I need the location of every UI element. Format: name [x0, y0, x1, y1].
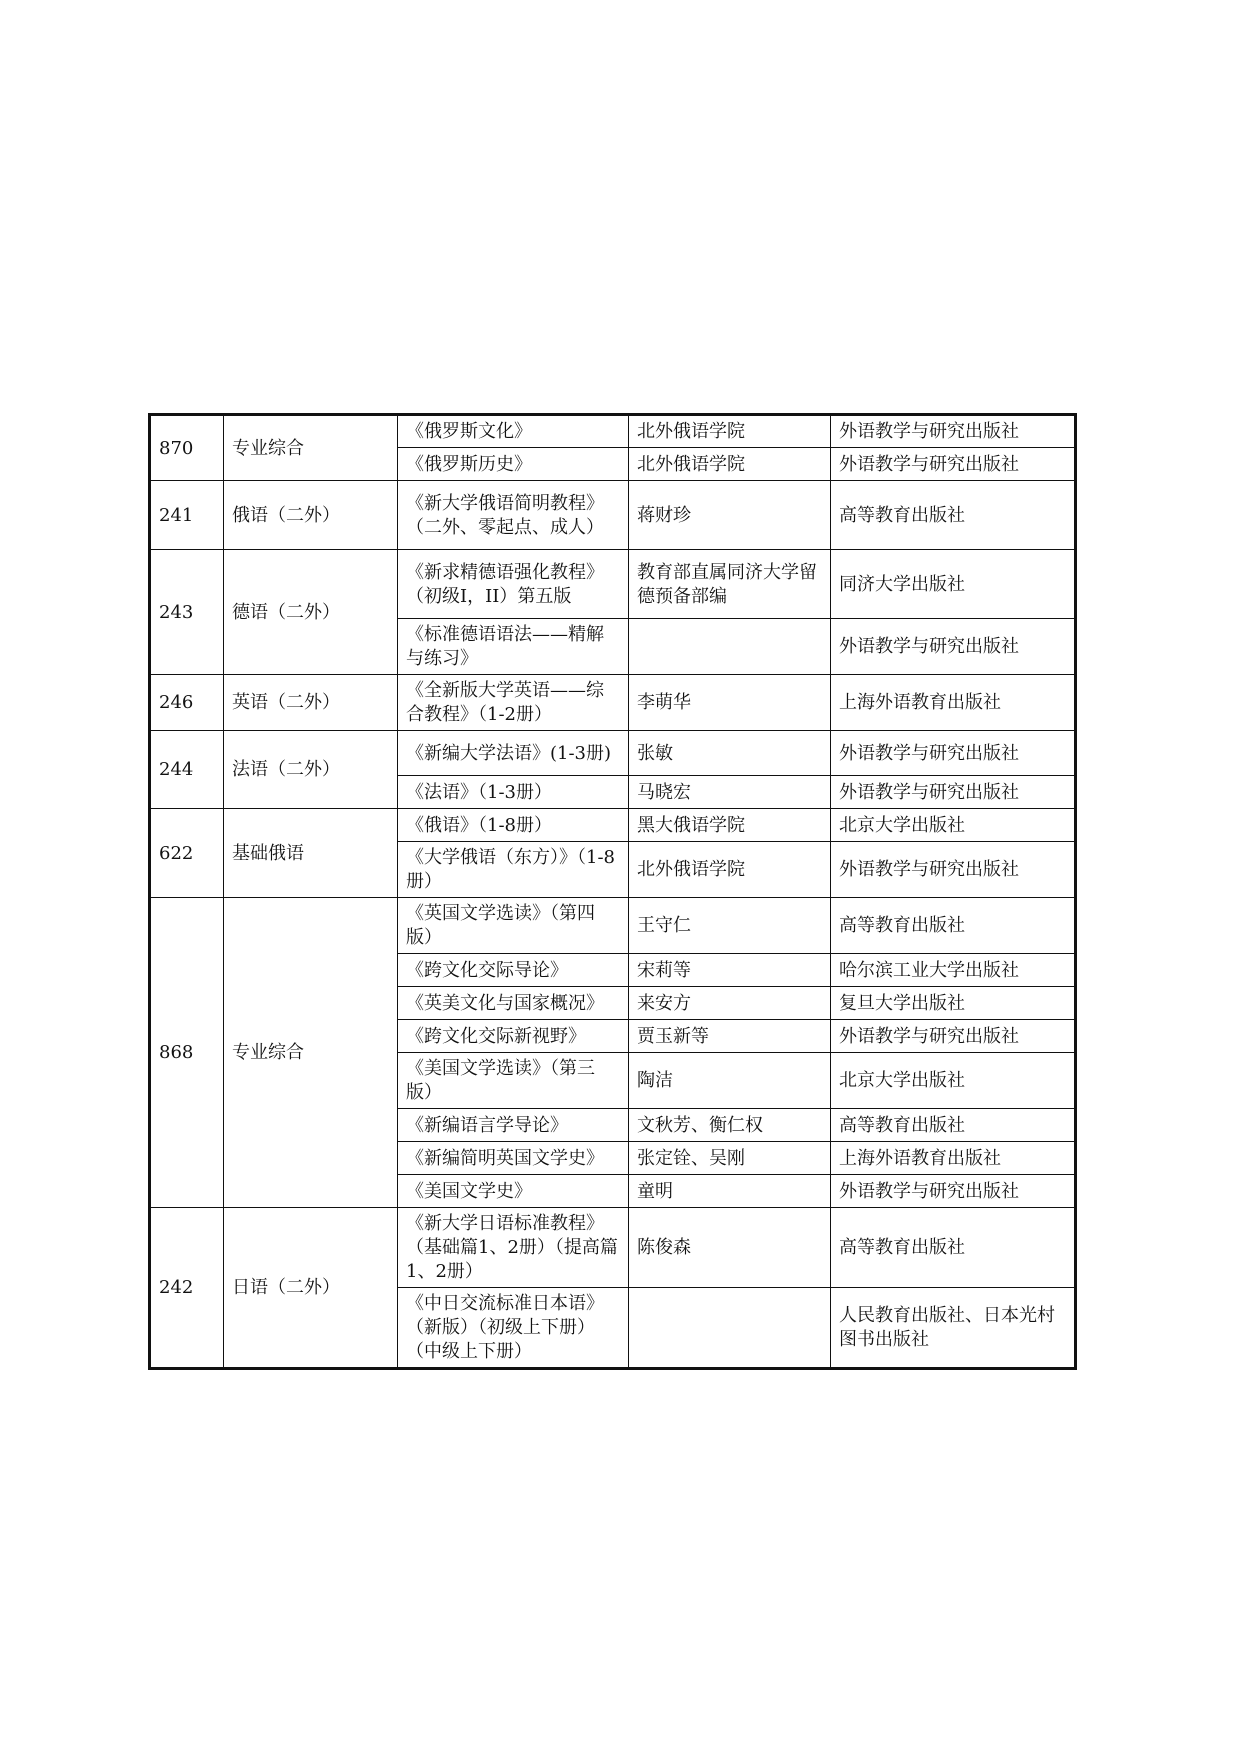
book-title-cell: 《新编语言学导论》 — [398, 1109, 629, 1142]
book-publisher-cell: 北京大学出版社 — [831, 1053, 1076, 1109]
book-title-cell: 《俄罗斯历史》 — [398, 448, 629, 481]
book-publisher-cell: 外语教学与研究出版社 — [831, 1175, 1076, 1208]
book-author-cell: 北外俄语学院 — [629, 415, 831, 448]
book-author-cell: 文秋芳、衡仁权 — [629, 1109, 831, 1142]
book-publisher-cell: 高等教育出版社 — [831, 1109, 1076, 1142]
book-author-cell: 陈俊森 — [629, 1208, 831, 1288]
book-title-cell: 《跨文化交际导论》 — [398, 954, 629, 987]
book-author-cell: 童明 — [629, 1175, 831, 1208]
book-publisher-cell: 复旦大学出版社 — [831, 987, 1076, 1020]
book-title-cell: 《英国文学选读》（第四版） — [398, 898, 629, 954]
table-body — [150, 415, 1076, 1369]
book-publisher-cell: 人民教育出版社、日本光村图书出版社 — [831, 1288, 1076, 1369]
subject-name-cell: 日语（二外） — [224, 1208, 398, 1369]
book-title-cell: 《新大学日语标准教程》（基础篇1、2册）（提高篇1、2册） — [398, 1208, 629, 1288]
book-title-cell: 《俄语》（1-8册） — [398, 809, 629, 842]
subject-code-cell: 244 — [150, 731, 224, 809]
book-author-cell: 蒋财珍 — [629, 481, 831, 550]
book-publisher-cell: 外语教学与研究出版社 — [831, 448, 1076, 481]
book-author-cell: 宋莉等 — [629, 954, 831, 987]
book-title-cell: 《大学俄语（东方）》（1-8册） — [398, 842, 629, 898]
book-author-cell — [629, 1288, 831, 1369]
book-publisher-cell: 外语教学与研究出版社 — [831, 776, 1076, 809]
book-title-cell: 《中日交流标准日本语》（新版）（初级上下册）（中级上下册） — [398, 1288, 629, 1369]
book-publisher-cell: 同济大学出版社 — [831, 550, 1076, 619]
table-row — [150, 731, 1076, 776]
book-author-cell — [629, 619, 831, 675]
book-publisher-cell: 高等教育出版社 — [831, 1208, 1076, 1288]
subject-code-cell: 241 — [150, 481, 224, 550]
table-row — [150, 898, 1076, 954]
book-author-cell: 北外俄语学院 — [629, 448, 831, 481]
subject-code-cell: 868 — [150, 898, 224, 1208]
book-publisher-cell: 外语教学与研究出版社 — [831, 731, 1076, 776]
book-title-cell: 《美国文学选读》（第三版） — [398, 1053, 629, 1109]
table-row — [150, 550, 1076, 619]
table-row — [150, 415, 1076, 448]
book-title-cell: 《新大学俄语简明教程》（二外、零起点、成人） — [398, 481, 629, 550]
book-publisher-cell: 外语教学与研究出版社 — [831, 842, 1076, 898]
book-author-cell: 张敏 — [629, 731, 831, 776]
book-title-cell: 《英美文化与国家概况》 — [398, 987, 629, 1020]
subject-name-cell: 专业综合 — [224, 415, 398, 481]
subject-name-cell: 法语（二外） — [224, 731, 398, 809]
book-author-cell: 马晓宏 — [629, 776, 831, 809]
reference-book-table — [148, 413, 1077, 1370]
book-author-cell: 黑大俄语学院 — [629, 809, 831, 842]
table-row — [150, 675, 1076, 731]
book-publisher-cell: 哈尔滨工业大学出版社 — [831, 954, 1076, 987]
book-author-cell: 贾玉新等 — [629, 1020, 831, 1053]
book-title-cell: 《全新版大学英语——综合教程》（1-2册） — [398, 675, 629, 731]
book-publisher-cell: 上海外语教育出版社 — [831, 1142, 1076, 1175]
book-publisher-cell: 外语教学与研究出版社 — [831, 619, 1076, 675]
book-title-cell: 《新求精德语强化教程》（初级I，II）第五版 — [398, 550, 629, 619]
book-publisher-cell: 外语教学与研究出版社 — [831, 1020, 1076, 1053]
book-author-cell: 来安方 — [629, 987, 831, 1020]
book-title-cell: 《新编简明英国文学史》 — [398, 1142, 629, 1175]
book-author-cell: 张定铨、吴刚 — [629, 1142, 831, 1175]
subject-code-cell: 242 — [150, 1208, 224, 1369]
book-author-cell: 北外俄语学院 — [629, 842, 831, 898]
table-row — [150, 809, 1076, 842]
book-title-cell: 《法语》（1-3册） — [398, 776, 629, 809]
book-publisher-cell: 外语教学与研究出版社 — [831, 415, 1076, 448]
subject-code-cell: 243 — [150, 550, 224, 675]
book-title-cell: 《俄罗斯文化》 — [398, 415, 629, 448]
subject-code-cell: 870 — [150, 415, 224, 481]
book-title-cell: 《标准德语语法——精解与练习》 — [398, 619, 629, 675]
subject-name-cell: 英语（二外） — [224, 675, 398, 731]
book-publisher-cell: 上海外语教育出版社 — [831, 675, 1076, 731]
subject-name-cell: 德语（二外） — [224, 550, 398, 675]
book-publisher-cell: 北京大学出版社 — [831, 809, 1076, 842]
table-row — [150, 481, 1076, 550]
book-author-cell: 李萌华 — [629, 675, 831, 731]
book-publisher-cell: 高等教育出版社 — [831, 898, 1076, 954]
table-row — [150, 1208, 1076, 1288]
subject-code-cell: 622 — [150, 809, 224, 898]
book-author-cell: 教育部直属同济大学留德预备部编 — [629, 550, 831, 619]
book-publisher-cell: 高等教育出版社 — [831, 481, 1076, 550]
subject-name-cell: 基础俄语 — [224, 809, 398, 898]
book-author-cell: 王守仁 — [629, 898, 831, 954]
book-author-cell: 陶洁 — [629, 1053, 831, 1109]
book-title-cell: 《新编大学法语》(1-3册) — [398, 731, 629, 776]
book-title-cell: 《美国文学史》 — [398, 1175, 629, 1208]
subject-name-cell: 专业综合 — [224, 898, 398, 1208]
subject-code-cell: 246 — [150, 675, 224, 731]
book-title-cell: 《跨文化交际新视野》 — [398, 1020, 629, 1053]
subject-name-cell: 俄语（二外） — [224, 481, 398, 550]
